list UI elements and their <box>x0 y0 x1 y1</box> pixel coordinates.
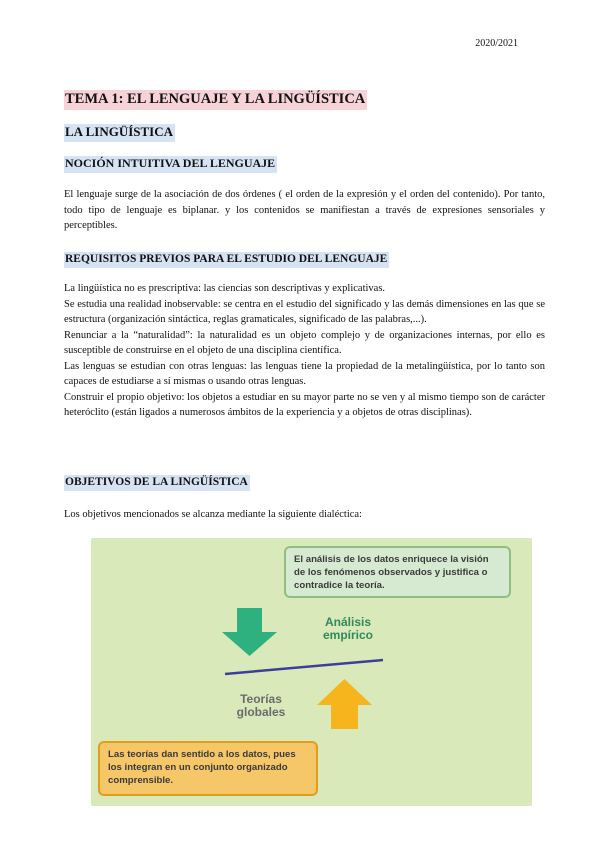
arrow-up-icon <box>317 679 372 729</box>
requisito-item: Se estudia una realidad inobservable: se centra en el estudio del significado y las demás dimensiones en las que se estructura (organización sintáctica, reglas gramaticales, significado de las palabras,...). <box>64 298 545 325</box>
requisito-item: La lingüística no es prescriptiva: las ciencias son descriptivas y explicativas. <box>64 283 386 294</box>
paragraph-nocion: El lenguaje surge de la asociación de dos órdenes ( el orden de la expresión y el orden del contenido). Por tanto, todo tipo de lenguaje es biplanar. y los contenidos se manifiestan a través de expresiones sensoriales y perceptibles. <box>64 189 545 231</box>
academic-year: 2020/2021 <box>475 38 518 49</box>
page-title: TEMA 1: EL LENGUAJE Y LA LINGÜÍSTICA <box>64 90 367 110</box>
subheading-nocion: NOCIÓN INTUITIVA DEL LENGUAJE <box>64 156 277 173</box>
theories-box: Las teorías dan sentido a los datos, pues los integran en un conjunto organizado comprensible. <box>98 741 318 796</box>
requisito-item: Las lenguas se estudian con otras lenguas: las lenguas tiene la propiedad de la metalingüística, por lo tanto son capaces de estudiarse a sí mismas o usando otras lenguas. <box>64 360 545 387</box>
paragraph-objetivos: Los objetivos mencionados se alcanza mediante la siguiente dialéctica: <box>64 509 362 520</box>
label-analisis-empirico: Análisis empírico <box>322 615 373 642</box>
requisito-item: Construir el propio objetivo: los objetos a estudiar en su mayor parte no se ven y al mismo tiempo son de carácter heteróclito (están ligados a numerosos ámbitos de la experiencia y a objetos de otras disciplinas). <box>64 391 545 418</box>
subheading-objetivos: OBJETIVOS DE LA LINGÜÍSTICA <box>64 475 250 491</box>
requisito-item: Renunciar a la “naturalidad”: la naturalidad es un objeto complejo y de organizaciones internas, por ello es susceptible de construirse en el objeto de una disciplina científica. <box>64 329 545 356</box>
balance-line <box>225 660 383 674</box>
dialectic-diagram <box>91 538 532 806</box>
subheading-requisitos: REQUISITOS PREVIOS PARA EL ESTUDIO DEL LENGUAJE <box>64 252 389 268</box>
label-teorias-globales: Teorías globales <box>236 692 286 719</box>
requisitos-list <box>64 281 545 421</box>
arrow-down-icon <box>222 608 277 656</box>
analysis-box: El análisis de los datos enriquece la visión de los fenómenos observados y justifica o contradice la teoría. <box>284 546 511 598</box>
section-heading: LA LINGÜÍSTICA <box>64 124 175 142</box>
